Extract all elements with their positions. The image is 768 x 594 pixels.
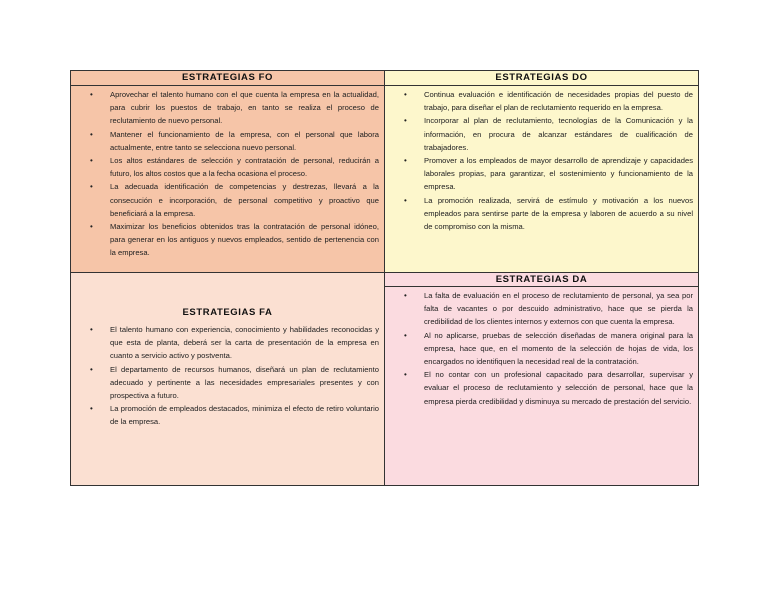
list-item: • Maximizar los beneficios obtenidos tras la contratación de personal idóneo, para generar en los antiguos y nuevos empleados, sentido de pertenencia con la empresa. — [90, 222, 379, 258]
bullet-icon: • — [90, 325, 93, 334]
bullet-icon: • — [404, 195, 407, 205]
bullet-icon: • — [404, 90, 407, 99]
bullet-icon: • — [404, 116, 407, 126]
bullet-icon: • — [90, 90, 93, 99]
do-cell — [385, 86, 699, 273]
da-header: ESTRATEGIAS DA — [385, 273, 699, 287]
da-cell — [385, 287, 699, 486]
list-item: • Al no aplicarse, pruebas de selección diseñadas de manera original para la empresa, hace que, en el momento de la selección de hojas de vida, los encargados no identifiquen la necesidad real de la contratación. — [404, 330, 693, 367]
bullet-icon: • — [404, 291, 407, 300]
list-item: • Los altos estándares de selección y contratación de personal, reducirán a futuro, los altos costos que a la fecha ocasiona el proceso. — [90, 156, 379, 179]
bullet-icon: • — [90, 156, 93, 166]
list-item: • Incorporar al plan de reclutamiento, tecnologías de la Comunicación y la información, en procura de alcanzar estándares de cualificación de trabajadores. — [404, 116, 693, 152]
fa-cell — [71, 273, 385, 486]
list-item: • Promover a los empleados de mayor desarrollo de aprendizaje y capacidades laborales propias, para garantizar, el sostenimiento y funcionamiento de la empresa. — [404, 156, 693, 192]
list-item: • Mantener el funcionamiento de la empresa, con el personal que labora actualmente, entre tanto se selecciona nuevo personal. — [90, 129, 379, 152]
list-item: • La adecuada identificación de competencias y destrezas, llevará a la consecución e incorporación, de personal competitivo y proactivo que beneficiará a la empresa. — [90, 182, 379, 218]
fa-list — [71, 321, 384, 431]
bullet-icon: • — [404, 156, 407, 166]
do-list — [385, 86, 698, 235]
list-item: • El talento humano con experiencia, conocimiento y habilidades reconocidas y que esta de planta, deberá ser la carta de presentación de la empresa en cuanto a servicio activo y postventa. — [90, 325, 379, 361]
bullet-icon: • — [90, 222, 93, 232]
do-header: ESTRATEGIAS DO — [385, 71, 699, 86]
list-item: • La falta de evaluación en el proceso de reclutamiento de personal, ya sea por falta de vacantes o por descuido administrativo, hace que se pierda la credibilidad de los clientes internos y externos con que cuenta la empresa. — [404, 291, 693, 327]
bullet-icon: • — [90, 364, 93, 374]
bullet-icon: • — [404, 370, 407, 380]
bullet-icon: • — [90, 404, 93, 414]
bullet-icon: • — [90, 182, 93, 192]
bullet-icon: • — [90, 129, 93, 139]
fo-list — [71, 86, 384, 262]
fa-header: ESTRATEGIAS FA — [182, 307, 273, 318]
list-item: • El no contar con un profesional capacitado para desarrollar, supervisar y evaluar el proceso de reclutamiento y selección de personal, hace que la empresa pierda credibilidad y disminuya su mercado de prestación del servicio. — [404, 370, 693, 406]
list-item: • La promoción de empleados destacados, minimiza el efecto de retiro voluntario de la empresa. — [90, 404, 379, 427]
list-item: • Aprovechar el talento humano con el que cuenta la empresa en la actualidad, para cubrir los puestos de trabajo, en tanto se realiza el proceso de reclutamiento de nuevo personal. — [90, 90, 379, 126]
fo-header: ESTRATEGIAS FO — [71, 71, 385, 86]
list-item: • El departamento de recursos humanos, diseñará un plan de reclutamiento adecuado y pertinente a las necesidades empresariales presentes y con prospectiva a futuro. — [90, 364, 379, 401]
da-list — [385, 287, 698, 410]
strategy-matrix — [70, 70, 699, 486]
fo-cell — [71, 86, 385, 273]
list-item: • La promoción realizada, servirá de estímulo y motivación a los nuevos empleados para sentirse parte de la empresa y laboren de acuerdo a su nivel de compromiso con la misma. — [404, 195, 693, 232]
list-item: • Continua evaluación e identificación de necesidades propias del puesto de trabajo, para diseñar el plan de reclutamiento requerido en la empresa. — [404, 90, 693, 113]
bullet-icon: • — [404, 330, 407, 340]
